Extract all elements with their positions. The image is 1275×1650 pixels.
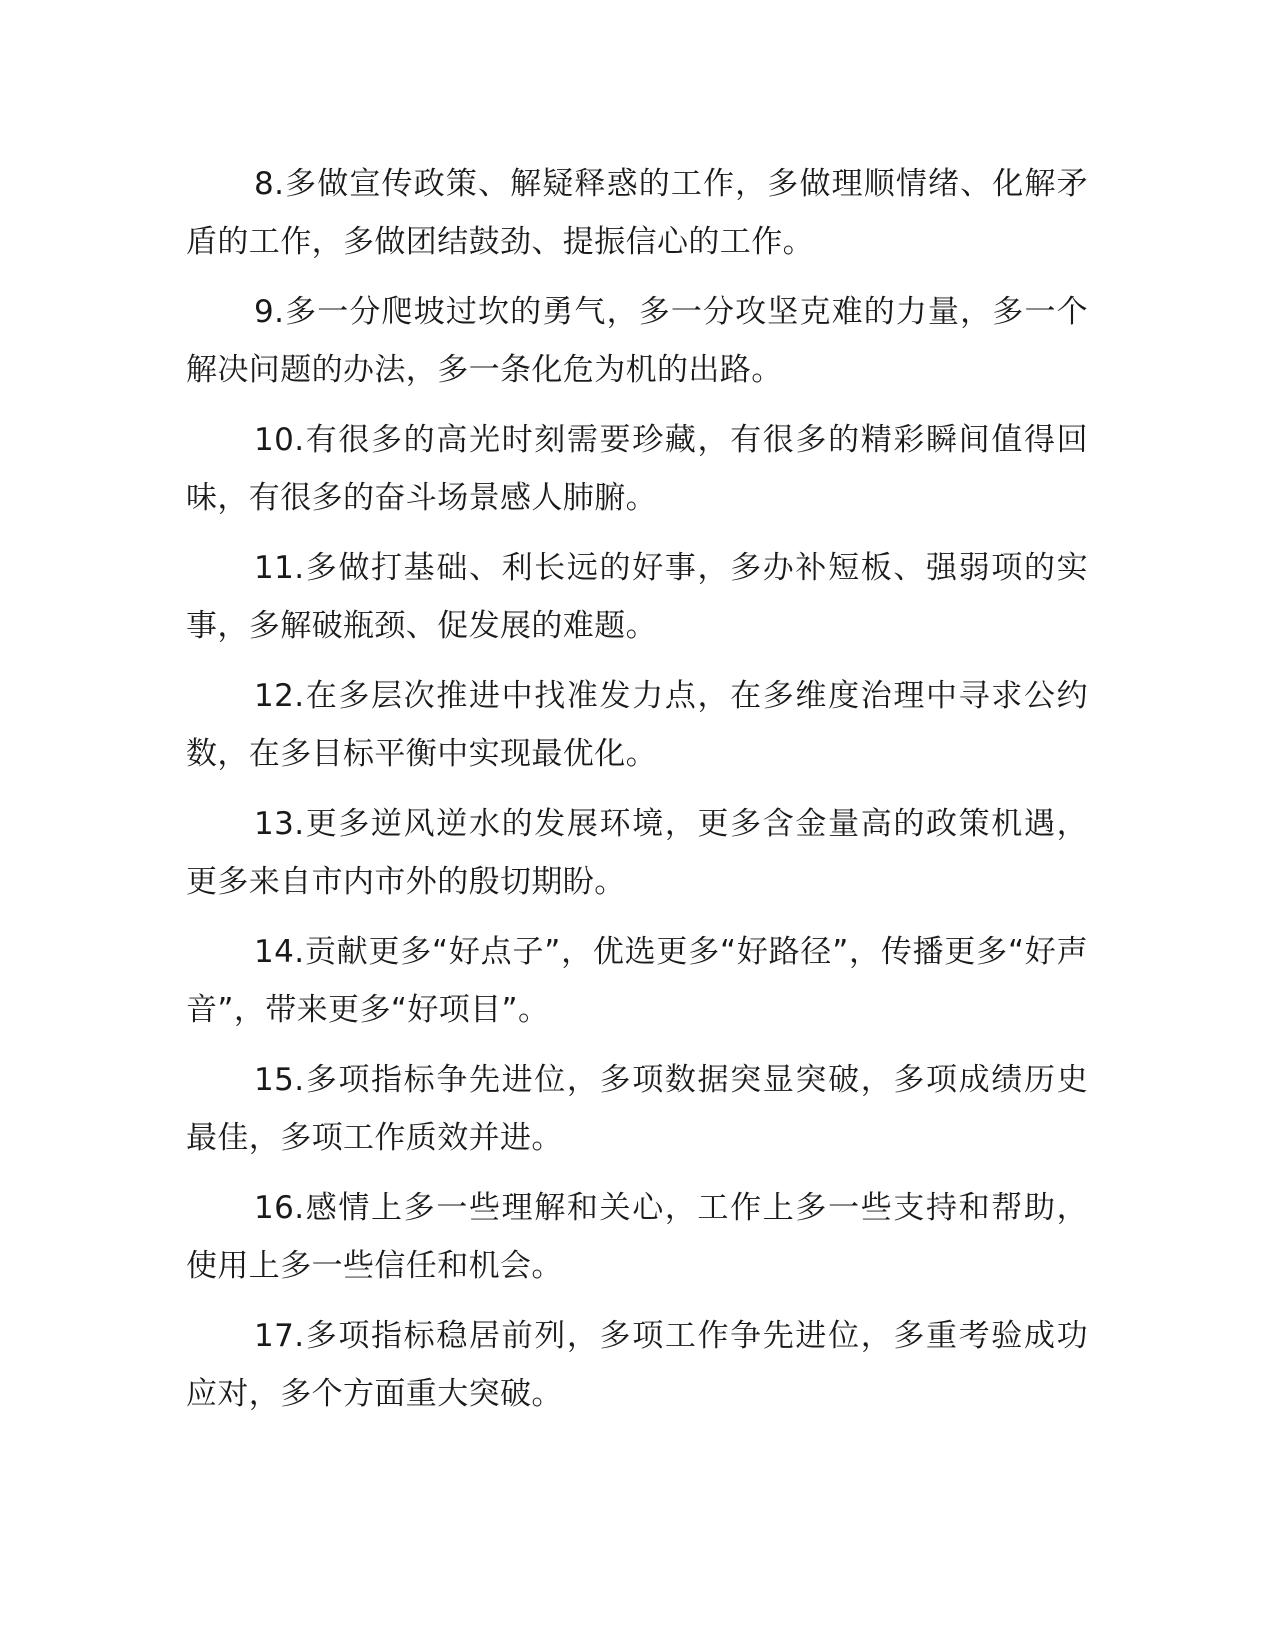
paragraph-13: 13.更多逆风逆水的发展环境，更多含金量高的政策机遇，更多来自市内市外的殷切期盼。 (186, 806, 1088, 900)
paragraph-16: 16.感情上多一些理解和关心，工作上多一些支持和帮助，使用上多一些信任和机会。 (186, 1190, 1088, 1284)
paragraph-9: 9.多一分爬坡过坎的勇气，多一分攻坚克难的力量，多一个解决问题的办法，多一条化危为机的出路。 (186, 294, 1088, 388)
paragraph-15: 15.多项指标争先进位，多项数据突显突破，多项成绩历史最佳，多项工作质效并进。 (186, 1062, 1088, 1156)
paragraph-17: 17.多项指标稳居前列，多项工作争先进位，多重考验成功应对，多个方面重大突破。 (186, 1318, 1088, 1412)
paragraph-12: 12.在多层次推进中找准发力点，在多维度治理中寻求公约数，在多目标平衡中实现最优化。 (186, 678, 1088, 772)
paragraph-14: 14.贡献更多“好点子”，优选更多“好路径”，传播更多“好声音”，带来更多“好项目”。 (186, 934, 1088, 1028)
paragraph-11: 11.多做打基础、利长远的好事，多办补短板、强弱项的实事，多解破瓶颈、促发展的难题。 (186, 550, 1088, 644)
paragraph-10: 10.有很多的高光时刻需要珍藏，有很多的精彩瞬间值得回味，有很多的奋斗场景感人肺腑。 (186, 422, 1088, 516)
document-body (186, 155, 1088, 1435)
paragraph-8: 8.多做宣传政策、解疑释惑的工作，多做理顺情绪、化解矛盾的工作，多做团结鼓劲、提振信心的工作。 (186, 166, 1088, 260)
